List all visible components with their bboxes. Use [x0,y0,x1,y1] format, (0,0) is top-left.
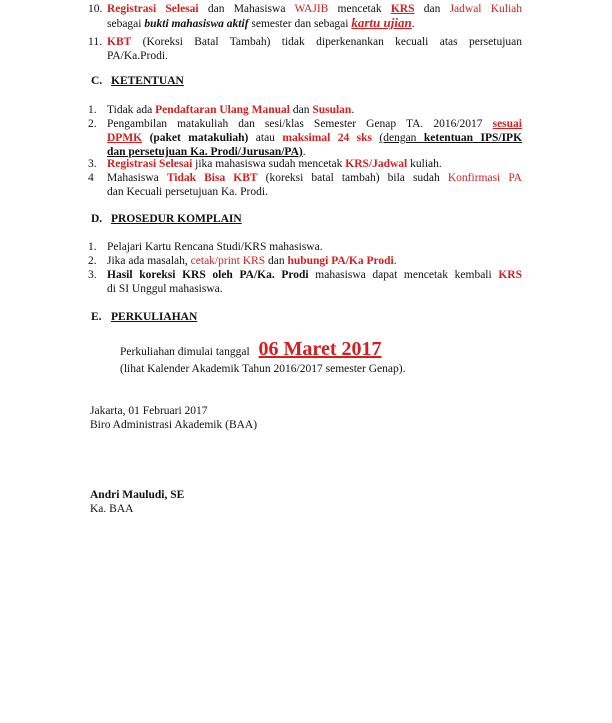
section-c-item-2: 2. Pengambilan matakuliah dan sesi/klas Semester Genap TA. 2016/2017 sesuai DPMK (paket matakuliah) atau maksimal 24 sks (dengan ketentuan IPS/IPK dan persetujuan Ka. Prodi/Jurusan/PA). [88,118,523,158]
calendar-note: (lihat Kalender Akademik Tahun 2016/2017 semester Genap). [120,363,406,375]
section-c-heading: C. KETENTUAN [91,75,184,87]
item-10-line-2: sebagai bukti mahasiswa aktif semester dan sebagai kartu ujian. [107,15,415,30]
item-11-line-1: KBT (Koreksi Batal Tambah) tidak diperkenankan kecuali atas persetujuan [107,36,522,48]
signer-position: Ka. BAA [90,503,134,515]
section-c-item-3: 3. Registrasi Selesai jika mahasiswa sudah mencetak KRS/Jadwal kuliah. [88,158,442,170]
section-d-item-3: 3. Hasil koreksi KRS oleh PA/Ka. Prodi mahasiswa dapat mencetak kembali KRS di SI Unggul mahasiswa. [88,269,522,295]
lecture-start: Perkuliahan dimulai tanggal 06 Maret 2017 [120,338,382,360]
section-e-heading: E. PERKULIAHAN [91,311,198,323]
section-c-item-1: 1. Tidak ada Pendaftaran Ulang Manual dan Susulan. [88,104,355,116]
item-10-line-1: Registrasi Selesai dan Mahasiswa WAJIB mencetak KRS dan Jadwal Kuliah [107,3,523,15]
lecture-start-date: 06 Maret 2017 [258,338,382,360]
list-item-10: 10. Registrasi Selesai dan Mahasiswa WAJIB mencetak KRS dan Jadwal Kuliah sebagai bukti mahasiswa aktif semester dan sebagai kartu ujian. [88,3,523,30]
place-date: Jakarta, 01 Februari 2017 [90,405,208,417]
section-d-heading: D. PROSEDUR KOMPLAIN [91,213,242,225]
signer-name: Andri Mauludi, SE [90,489,185,501]
section-d-item-1: 1. Pelajari Kartu Rencana Studi/KRS mahasiswa. [88,241,323,253]
list-item-11: 11. KBT (Koreksi Batal Tambah) tidak diperkenankan kecuali atas persetujuan PA/Ka.Prodi. [88,36,522,62]
section-c-item-4: 4 Mahasiswa Tidak Bisa KBT (koreksi batal tambah) bila sudah Konfirmasi PA dan Kecuali persetujuan Ka. Prodi. [88,172,522,198]
section-d-item-2: 2. Jika ada masalah, cetak/print KRS dan hubungi PA/Ka Prodi. [88,255,397,267]
office-name: Biro Administrasi Akademik (BAA) [90,419,258,431]
